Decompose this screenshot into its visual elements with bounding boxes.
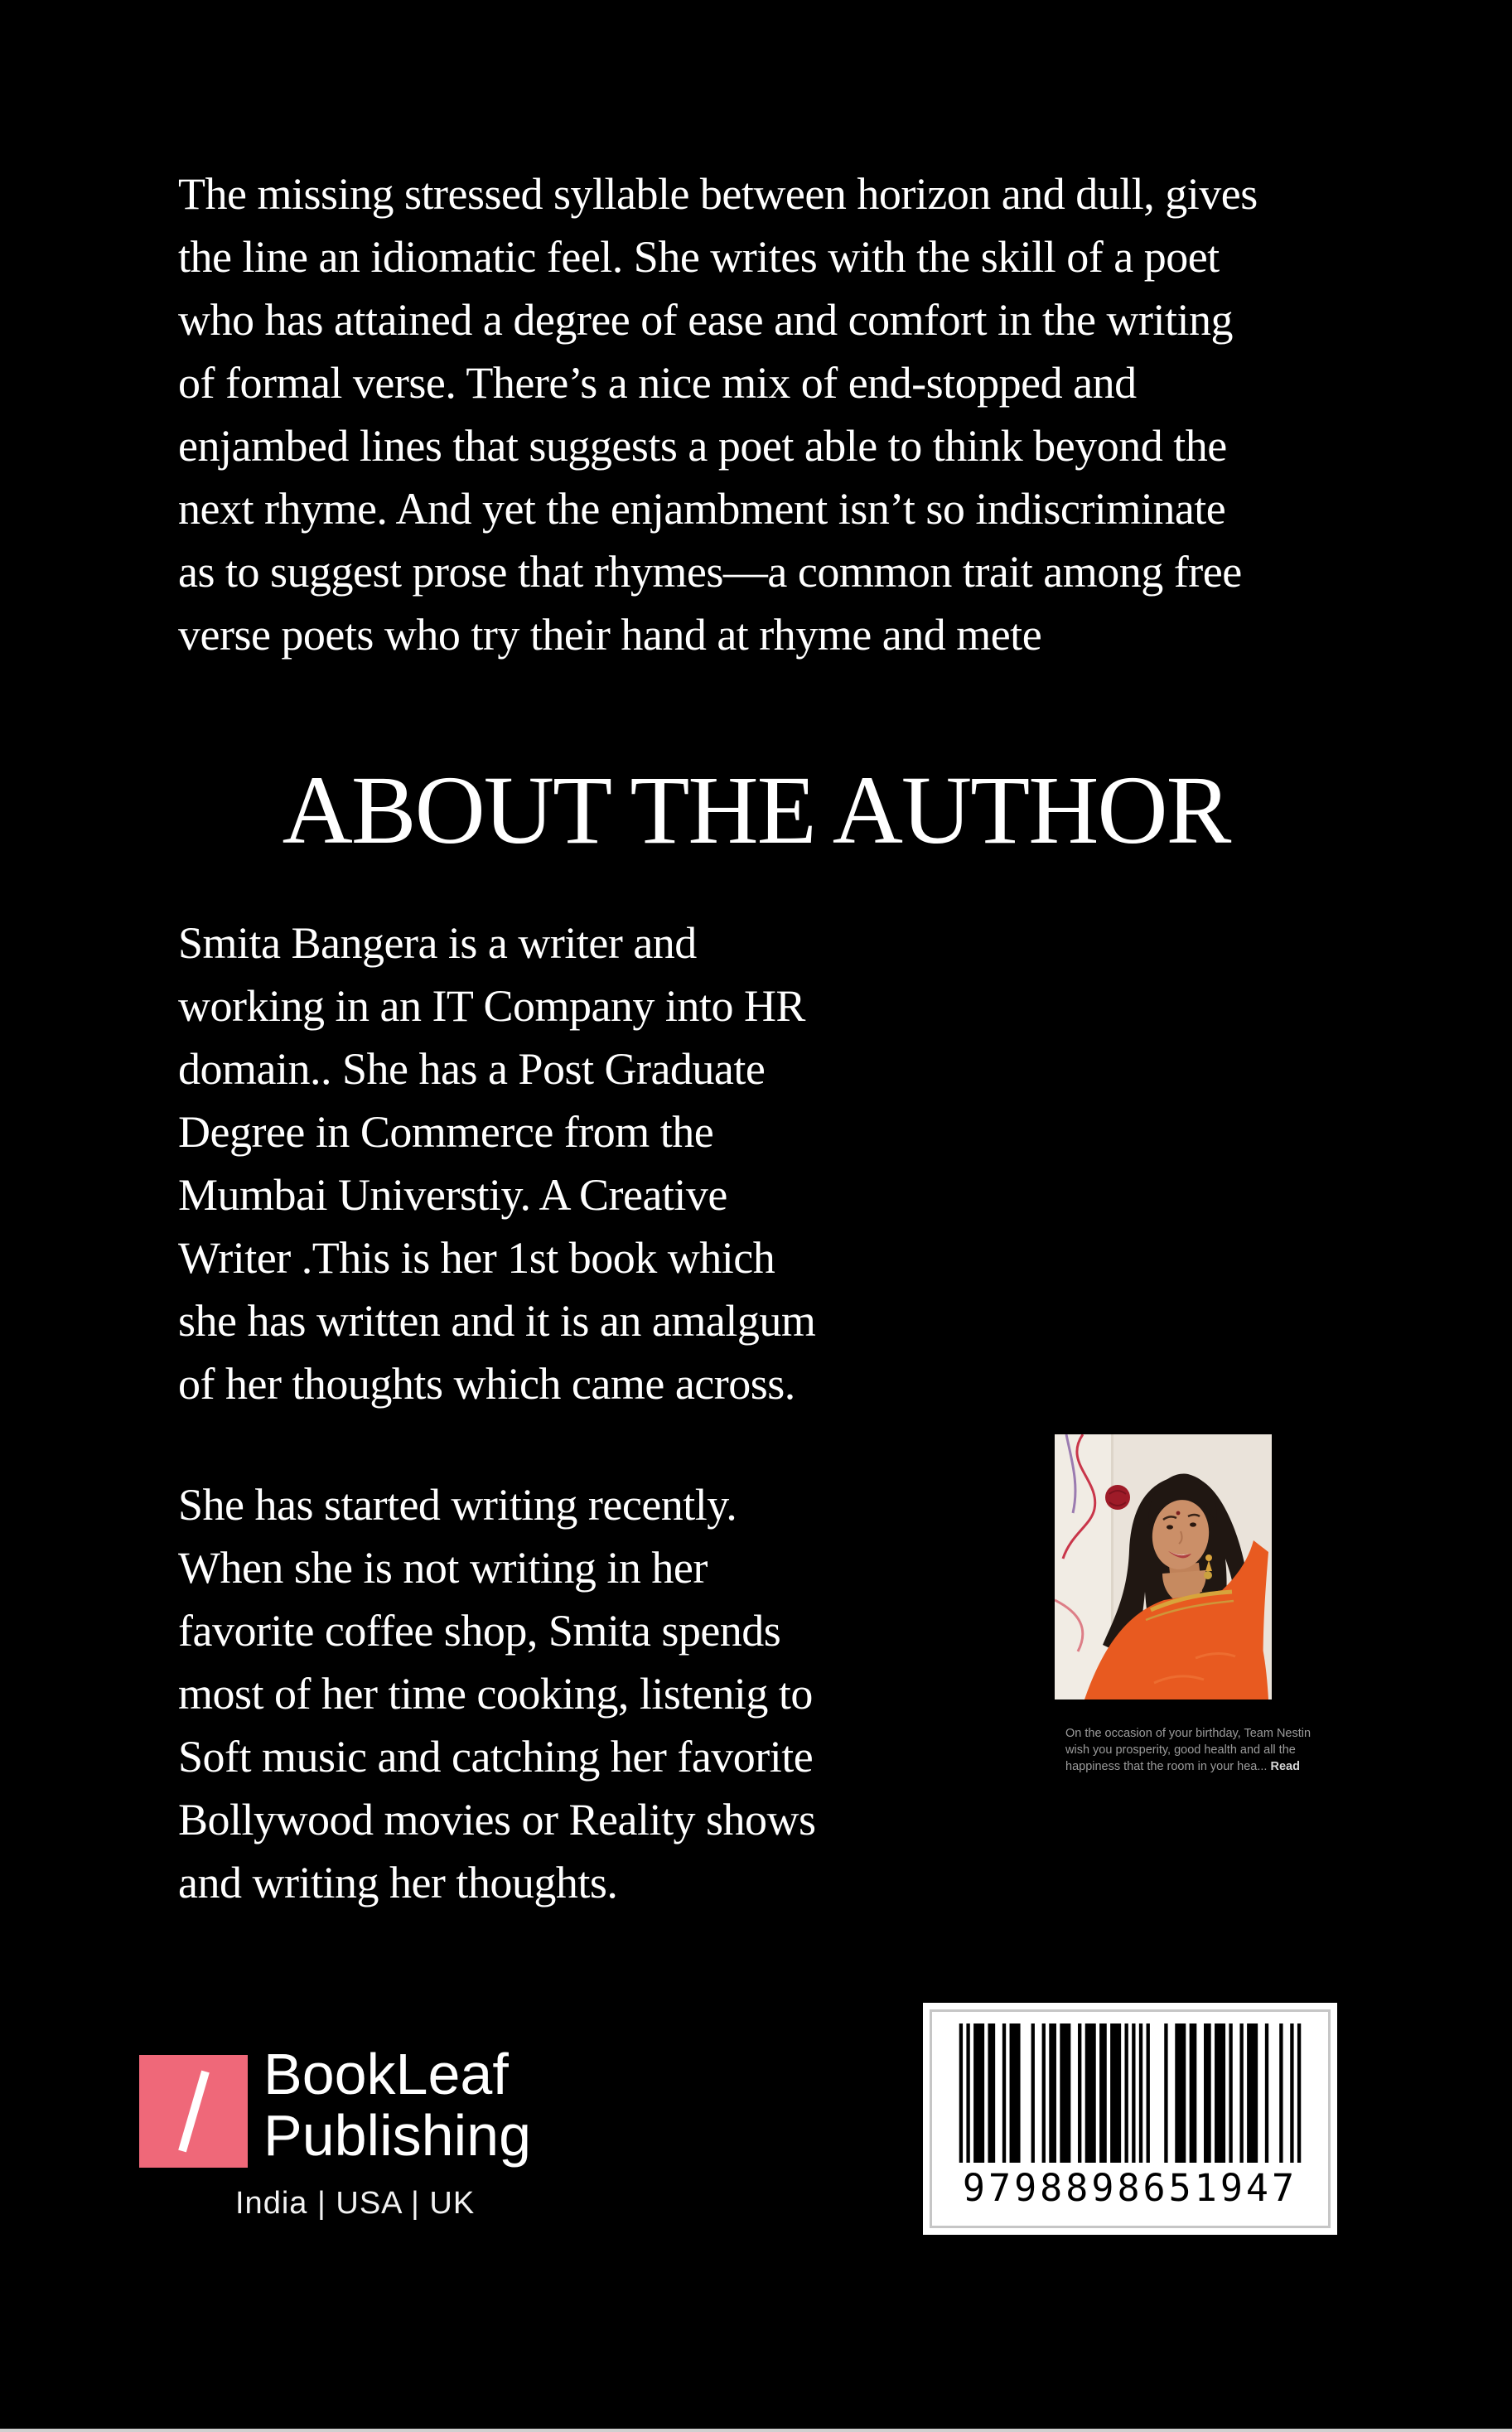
text-line: The missing stressed syllable between horizon and dull, gives xyxy=(178,169,1258,219)
caption-line-text: happiness that the room in your hea... xyxy=(1065,1760,1268,1773)
bookleaf-logo-icon xyxy=(139,2055,248,2168)
text-line: When she is not writing in her xyxy=(178,1543,708,1593)
barcode-number: 9798898651947 xyxy=(962,2166,1298,2210)
caption-line: On the occasion of your birthday, Team Nestin xyxy=(1065,1727,1312,1740)
text-line: favorite coffee shop, Smita spends xyxy=(178,1606,781,1656)
bio-paragraph-2 xyxy=(178,1473,815,1914)
author-photo xyxy=(1055,1434,1272,1699)
text-line: the line an idiomatic feel. She writes with the skill of a poet xyxy=(178,232,1220,282)
slash-icon xyxy=(139,2055,248,2168)
text-line: Smita Bangera is a writer and xyxy=(178,918,697,968)
text-line: enjambed lines that suggests a poet able to think beyond the xyxy=(178,421,1227,471)
text-line: Degree in Commerce from the xyxy=(178,1107,714,1157)
review-paragraph xyxy=(178,162,1258,666)
publisher-name-line1: BookLeaf xyxy=(263,2042,509,2106)
text-line: working in an IT Company into HR xyxy=(178,981,805,1031)
text-line: as to suggest prose that rhymes—a common trait among free xyxy=(178,547,1242,597)
barcode xyxy=(923,2003,1337,2235)
publisher-name xyxy=(263,2043,531,2166)
text-line: and writing her thoughts. xyxy=(178,1858,618,1907)
text-line: Writer .This is her 1st book which xyxy=(178,1233,775,1283)
text-line: verse poets who try their hand at rhyme and mete xyxy=(178,610,1042,660)
caption-line xyxy=(1065,1758,1300,1775)
read-more-label: Read xyxy=(1270,1760,1300,1773)
barcode-frame xyxy=(930,2009,1331,2228)
about-the-author-heading: ABOUT THE AUTHOR xyxy=(282,756,1230,864)
text-line: She has started writing recently. xyxy=(178,1480,737,1530)
publisher-regions: India | USA | UK xyxy=(235,2186,476,2221)
bio-paragraph-1 xyxy=(178,911,815,1415)
text-line: most of her time cooking, listenig to xyxy=(178,1669,813,1719)
barcode-bars-icon xyxy=(943,2023,1317,2163)
text-line: of her thoughts which came across. xyxy=(178,1359,795,1409)
text-line: of formal verse. There’s a nice mix of end-stopped and xyxy=(178,358,1137,408)
author-portrait-illustration xyxy=(1055,1434,1272,1699)
publisher-name-line2: Publishing xyxy=(263,2103,531,2168)
photo-caption xyxy=(1065,1725,1312,1775)
page-bottom-edge xyxy=(0,2429,1512,2432)
text-line: who has attained a degree of ease and comfort in the writing xyxy=(178,295,1234,345)
text-line: Bollywood movies or Reality shows xyxy=(178,1795,816,1845)
text-line: next rhyme. And yet the enjambment isn’t so indiscriminate xyxy=(178,484,1226,534)
text-line: she has written and it is an amalgum xyxy=(178,1296,816,1346)
text-line: Mumbai Universtiy. A Creative xyxy=(178,1170,727,1220)
caption-line: wish you prosperity, good health and all the xyxy=(1065,1743,1296,1757)
text-line: Soft music and catching her favorite xyxy=(178,1732,814,1782)
text-line: domain.. She has a Post Graduate xyxy=(178,1044,766,1094)
